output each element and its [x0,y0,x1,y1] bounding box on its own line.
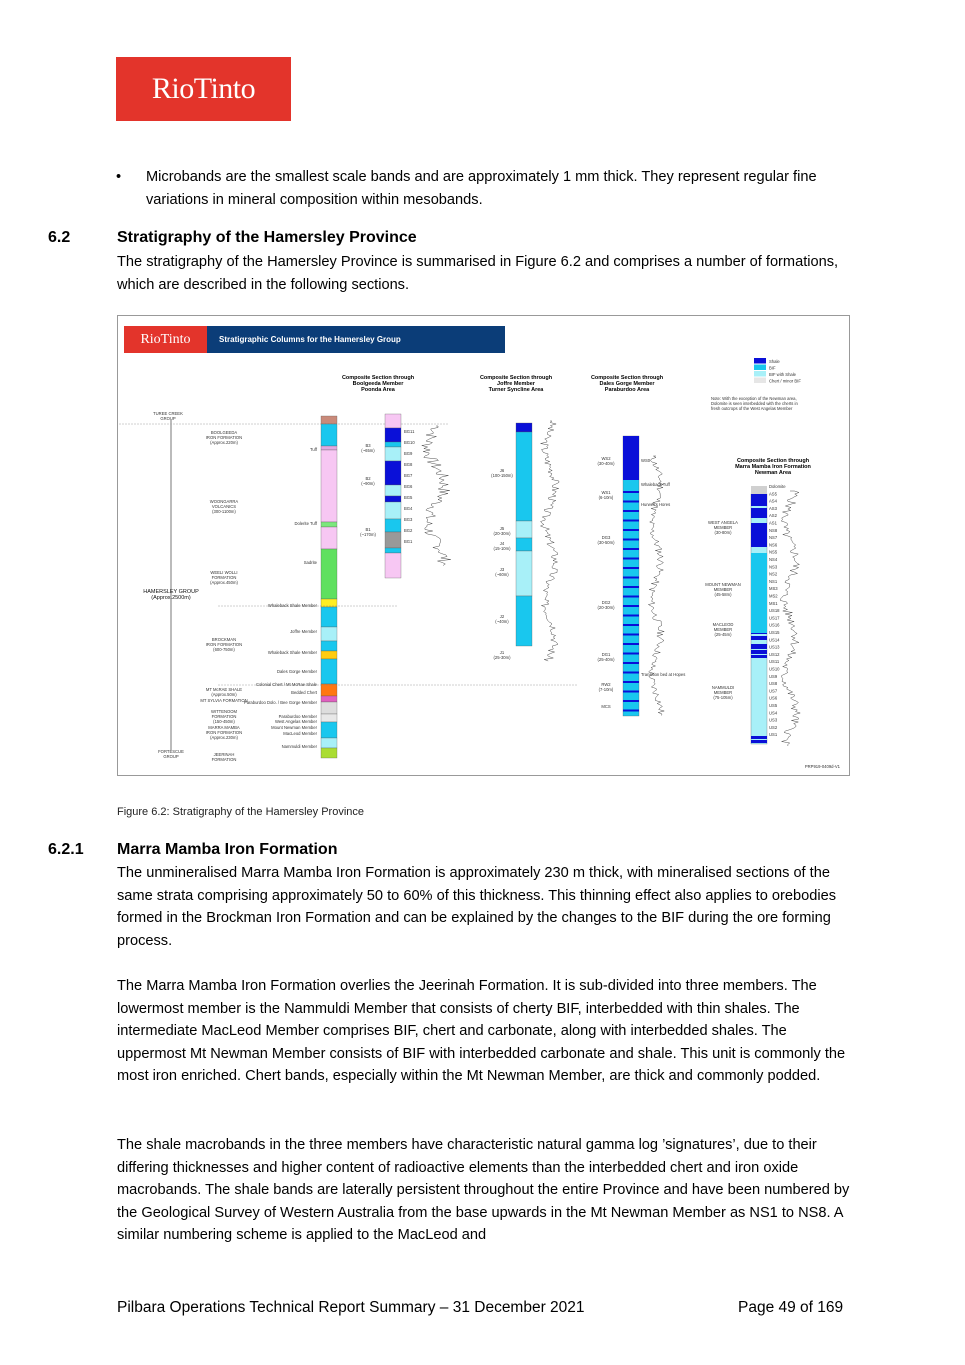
marra-band-label: NS4 [769,557,778,562]
marra-member-label: NAMMULDI [711,685,735,690]
section-title: Composite Section through [341,375,415,381]
unit-thickness: (25-30m) [493,655,511,660]
boolgeeda-gamma-log [422,426,451,566]
formation-label: (300-1100m) [212,509,236,514]
group-label: GROUP [163,754,179,759]
marra-band-label: US13 [769,644,780,650]
marra-band-label: NS8 [769,527,778,533]
formation-label: BROCKMAN [211,637,237,642]
section-title: Dales Gorge Member [599,381,655,387]
footer-page-number: Page 49 of 169 [738,1299,844,1316]
marra-band-label: NS1 [769,578,778,584]
marra-member-label: (25-45m) [714,632,732,637]
marra-shale-band [751,636,767,640]
dales-shale-band [623,710,639,712]
boolgeeda-band-label: BG1 [404,539,413,544]
unit-label: MCS [601,704,611,709]
section-number: 6.2 [48,229,71,246]
dales-shale-band [623,539,639,541]
unit-label: RW2 [601,682,611,687]
stratigraphy-figure [117,315,850,776]
dales-shale-band [623,586,639,588]
unit-thickness: (20-30m) [597,605,615,610]
formation-label: IRON FORMATION [205,435,243,440]
marra-band-label: US8 [769,681,778,687]
marra-member-label: (30-80m) [714,530,732,535]
boolgeeda-band-label: BG4 [404,506,413,511]
marra-member-label: MOUNT NEWMAN [705,582,741,587]
marra-band-label: US10 [769,666,780,672]
strat-unit [321,641,337,651]
marra-band-label: NS5 [769,549,778,555]
logo-text: RioTinto [151,72,256,105]
legend-label: BIF with Shale [769,372,796,377]
dales-shale-band [623,700,639,702]
legend-swatch [754,371,766,377]
marra-band-label: US15 [769,630,780,635]
member-label: Colonial Chert / Mt McRae Shale [256,682,317,687]
boolgeeda-unit [385,548,401,553]
unit-label: J3 [499,567,505,572]
marra-band-label: US3 [769,717,778,723]
boolgeeda-band-label: BG11 [404,429,415,434]
legend-swatch [754,378,766,384]
formation-label: MT SYLVIA FORMATION [200,698,248,703]
formation-label: WOONGARRA [209,499,239,504]
bullet-icon: • [116,169,122,185]
group-label: FORTESCUE [158,749,184,754]
section-title: Composite Section through [590,375,664,381]
unit-thickness: (~90m) [361,481,375,486]
unit-label: WS2 [601,456,611,461]
formation-label: BOOLGEEDA [210,430,238,435]
marra-band-label: US2 [769,724,778,730]
marra-band-label: US11 [769,659,780,665]
dales-shale-band [623,567,639,569]
group-label: (Approx.2500m) [151,595,191,601]
strat-unit [321,424,337,446]
marra-shale-band [751,736,767,739]
legend-note: Note: With the exception of the Newman area, [711,396,797,401]
marra-band-label: MS2 [769,593,778,599]
footer-title: Pilbara Operations Technical Report Summary – 31 December 2021 [117,1299,585,1316]
dales-shale-band [623,520,639,522]
marra-shale-band [751,655,767,658]
figure-logo: RioTinto [124,326,207,353]
dales-shale-band [623,501,639,503]
legend-label: BIF [769,365,776,371]
legend-label: Shale [769,359,780,364]
strat-unit [321,627,337,641]
marra-band-label: AS2 [769,513,777,519]
marra-band-label: AS4 [769,498,777,504]
section-title: Turner Syncline Area [488,387,544,393]
marra-band-label: US17 [769,615,780,621]
dales-shale-band [623,672,639,674]
formation-label: MARRA MAMBA [208,725,240,730]
unit-thickness: (20-30m) [493,531,511,536]
boolgeeda-band-label: BG10 [404,440,415,445]
dales-shale-band [623,624,639,626]
boolgeeda-unit [385,496,401,502]
marra-bif [751,553,767,633]
formation-label: WEELI WOLLI [210,570,238,575]
dales-shale-band [623,577,639,579]
unit-thickness: (~60m) [495,572,509,577]
section-title: Composite Section through [479,375,553,381]
boolgeeda-unit [385,485,401,496]
member-label: Tuff [310,447,317,452]
dales-shale-band [623,615,639,617]
legend-swatch [754,365,766,371]
marra-member-label: (45-58m) [714,592,732,597]
boolgeeda-band-label: BG8 [404,462,413,467]
marra-band-label: US16 [769,622,780,628]
member-label: Mount Newman Member [271,725,317,730]
boolgeeda-unit [385,502,401,519]
strat-unit [321,738,337,748]
unit-label: J6 [499,468,505,473]
boolgeeda-band-label: BG6 [404,484,413,489]
marra-member-label: MEMBER [713,587,733,592]
member-label: Paraburdoo Member [278,714,317,719]
dales-shale-band [623,596,639,598]
unit-thickness: (15-10m) [493,546,511,551]
dales-shale-band [623,634,639,636]
boolgeeda-band-label: BG7 [404,473,413,478]
marra-band-label: US9 [769,673,778,679]
strat-unit [321,722,337,738]
strat-unit [321,696,337,702]
bullet-text: Microbands are the smallest scale bands and are approximately 1 mm thick. They represent regular fine variations in mineral composition within mesobands. [146,169,817,208]
marra-dolomite [751,486,767,494]
marra-band-label: US18 [769,608,780,614]
dales-annotation: Hurwell's Hores [641,502,671,507]
marra-gamma-log [780,491,800,746]
section-title: Composite Section through [736,458,810,464]
formation-label: (Approx.220m) [210,440,238,445]
unit-label: B3 [365,443,371,448]
strat-unit [321,549,337,599]
strat-unit [321,446,337,450]
boolgeeda-band-label: BG3 [404,517,413,522]
dales-shale-band [623,653,639,655]
unit-label: DG1 [601,652,611,657]
marra-band-label: US1 [769,732,778,738]
formation-label: FORMATION [211,757,237,762]
dales-shale-band [623,605,639,607]
boolgeeda-unit [385,553,401,578]
unit-thickness: (~170m) [360,532,376,537]
dales-shale-band [623,510,639,512]
formation-label: IRON FORMATION [205,730,243,735]
formation-label: (Approx.230m) [210,735,238,740]
boolgeeda-band-label: BG5 [404,495,413,500]
paragraph-1: The unmineralised Marra Mamba Iron Formation is approximately 230 m thick, with mineralised sections of the same strata comprising approximately 50 to 60% of this thickness. This thinning effect also applies to orebodies formed in the Brockman Iron Formation and can be explained by the changes to the BIF during the ore forming process. [117,865,836,949]
marra-band-label: AS3 [769,505,777,511]
marra-band-label: AS1 [769,520,777,526]
member-label: Whaleback Shale Member [267,650,317,655]
dales-shale-band [623,529,639,531]
joffre-gamma-log [541,421,559,661]
strat-unit [321,748,337,758]
unit-thickness: (100-150m) [491,473,513,478]
unit-label: J4 [499,541,505,546]
marra-shale-band [751,644,767,649]
boolgeeda-band-label: BG9 [404,451,413,456]
boolgeeda-unit [385,428,401,442]
formation-label: VOLCANICS [211,504,237,509]
unit-thickness: (~40m) [495,619,509,624]
marra-shale-band [751,523,767,547]
rio-tinto-logo [116,57,291,121]
unit-thickness: (7-10m) [598,687,614,692]
section-title: Poonda Area [361,387,395,393]
formation-label: (Approx.50m) [211,692,237,697]
unit-label: WS1 [601,490,611,495]
dales-shale-band [623,691,639,693]
strat-unit [321,684,337,696]
legend-note: Dolomite is seen interbedded with the cherts in [711,401,798,406]
marra-band-label: NS2 [769,571,778,577]
formation-label: MT McRAE SHALE [205,687,243,692]
dales-shale-band [623,662,639,664]
section-title: Boolgeeda Member [352,381,404,387]
marra-band-label: Dolomite [769,484,786,489]
member-label: Nammuldi Member [281,744,317,749]
dales-shale-band [623,558,639,560]
marra-shale-band [751,494,767,506]
dales-shale-band [623,548,639,550]
formation-label: FORMATION [211,714,237,719]
dales-annotation: Transition bed at Hopes [641,672,686,677]
marra-band-label: NS7 [769,535,778,541]
legend-note: fresh outcrops of the West Angelas Member [711,406,793,411]
unit-label: DG3 [601,535,611,540]
joffre-unit [516,521,532,538]
section-title: Stratigraphy of the Hamersley Province [117,229,417,246]
member-label: Bedded Chert [291,690,317,695]
strat-unit [321,416,337,424]
unit-label: DG2 [601,600,611,605]
paragraph-2: The Marra Mamba Iron Formation overlies the Jeerinah Formation. It is sub-divided into three members. The lowermost member is the Nammuldi Member that consists of cherty BIF, interbedded with thin shales. The intermediate MacLeod Member comprises BIF, chert and carbonate, along with interbedded shales. The uppermost Mt Newman Member consists of BIF with interbedded carbonate and shale. This unit is commonly the most iron enriched. Chert bands, especially within the Mt Newman Member, are thick and commonly podded. [117,978,846,1085]
marra-band-label: US6 [769,695,778,701]
strat-unit [321,450,337,522]
member-label: MacLeod Member [283,731,317,736]
boolgeeda-band-label: BG2 [404,528,413,533]
member-label: Whaleback Shale Member [267,603,317,608]
marra-member-label: MEMBER [713,690,733,695]
joffre-unit [516,538,532,551]
joffre-unit [516,551,532,596]
formation-label: FORMATION [211,575,237,580]
unit-label: B1 [365,527,371,532]
section-title: Joffre Member [497,381,535,387]
marra-band-label: US7 [769,688,778,694]
unit-label: J2 [499,614,505,619]
strat-unit [321,659,337,684]
drawing-code: PRP919-0409d-V1 [804,764,840,769]
formation-label: JEERINAH [213,752,235,757]
dales-annotation: Whaleback Tuff [641,482,670,487]
section-title: Newman Area [754,470,792,476]
marra-member-label: MEMBER [713,525,733,530]
member-label: Dolerite Tuff [294,521,317,526]
strat-unit [321,702,337,714]
dales-annotation: WS0 [641,458,651,463]
group-label: GROUP [160,416,176,421]
marra-shale-band [751,740,767,743]
figure-caption: Figure 6.2: Stratigraphy of the Hamersley Province [117,806,365,818]
unit-thickness: (~65m) [361,448,375,453]
strat-unit [321,522,337,527]
unit-thickness: (30-50m) [597,540,615,545]
marra-band-label: US14 [769,637,780,643]
section-paragraph: The stratigraphy of the Hamersley Province is summarised in Figure 6.2 and comprises a number of formations, which are described in the following sections. [117,254,839,293]
boolgeeda-unit [385,414,401,428]
strat-unit [321,651,337,659]
boolgeeda-unit [385,519,401,532]
dales-shale-band [623,436,639,480]
boolgeeda-unit [385,461,401,485]
member-label: Paraburdoo Dolo. / Bee Gorge Member [243,700,317,705]
unit-label: B2 [365,476,371,481]
strat-unit [321,527,337,549]
member-label: Joffre Member [290,629,317,634]
group-label: HAMERSLEY GROUP [143,589,199,595]
marra-band-label: NS6 [769,542,778,548]
marra-shale-band [751,508,767,518]
formation-label: (Approx.450m) [210,580,238,585]
paragraph-3: The shale macrobands in the three members have characteristic natural gamma log ’signatures’, due to their differing thicknesses and higher content of radioactive elements than the interbedded chert and iron oxide macrobands. The shale bands are laterally persistent throughout the entire Province and have been numbered by the Geological Survey of Western Australia from the base upwards in the Mt Newman Member as NS1 to NS8. A similar numbering scheme is applied to the MacLeod and [117,1137,850,1244]
formation-label: IRON FORMATION [205,642,243,647]
unit-thickness: (6-10m) [598,495,614,500]
marra-member-label: MEMBER [713,627,733,632]
marra-band-label: MS3 [769,586,778,592]
boolgeeda-unit [385,447,401,461]
marra-member-label: (75-105m) [713,695,733,700]
section-title: Paraburdoo Area [604,387,650,393]
marra-band-label: MS1 [769,600,778,606]
subsection-number: 6.2.1 [48,841,84,858]
marra-band-label: US5 [769,703,778,708]
joffre-unit [516,432,532,521]
member-label: West Angelas Member [274,719,317,724]
marra-band-label: US12 [769,651,780,657]
joffre-unit [516,423,532,432]
unit-label: J1 [499,650,505,655]
formation-label: WITTENOOM [210,709,238,714]
unit-label: J5 [499,526,505,531]
marra-shale-band [751,650,767,654]
formation-label: (600-750m) [213,647,235,652]
subsection-title: Marra Mamba Iron Formation [117,841,338,858]
unit-thickness: (30-40m) [597,461,615,466]
section-title: Marra Mamba Iron Formation [735,464,811,470]
legend-swatch [754,358,766,364]
joffre-unit [516,596,532,646]
dales-shale-band [623,491,639,493]
figure-banner-title: Stratigraphic Columns for the Hamersley Group [207,326,505,353]
stratigraphic-columns-diagram [118,316,849,775]
marra-member-label: WEST ANGELA [708,520,738,525]
legend-label: Chert / minor BIF [769,378,801,384]
boolgeeda-unit [385,532,401,548]
member-label: Sadrite [303,560,317,565]
marra-band-label: AS5 [769,491,777,497]
dales-shale-band [623,681,639,683]
unit-thickness: (25-40m) [597,657,615,662]
formation-label: (150-450m) [213,719,235,724]
marra-band-label: NS3 [769,564,778,570]
dales-shale-band [623,643,639,645]
group-label: TUREE CREEK [153,411,183,416]
marra-member-label: MACLEOD [712,622,734,627]
marra-band-label: US4 [769,710,778,716]
strat-unit [321,714,337,722]
boolgeeda-unit [385,442,401,447]
member-label: Dales Gorge Member [276,669,317,674]
strat-unit [321,607,337,627]
